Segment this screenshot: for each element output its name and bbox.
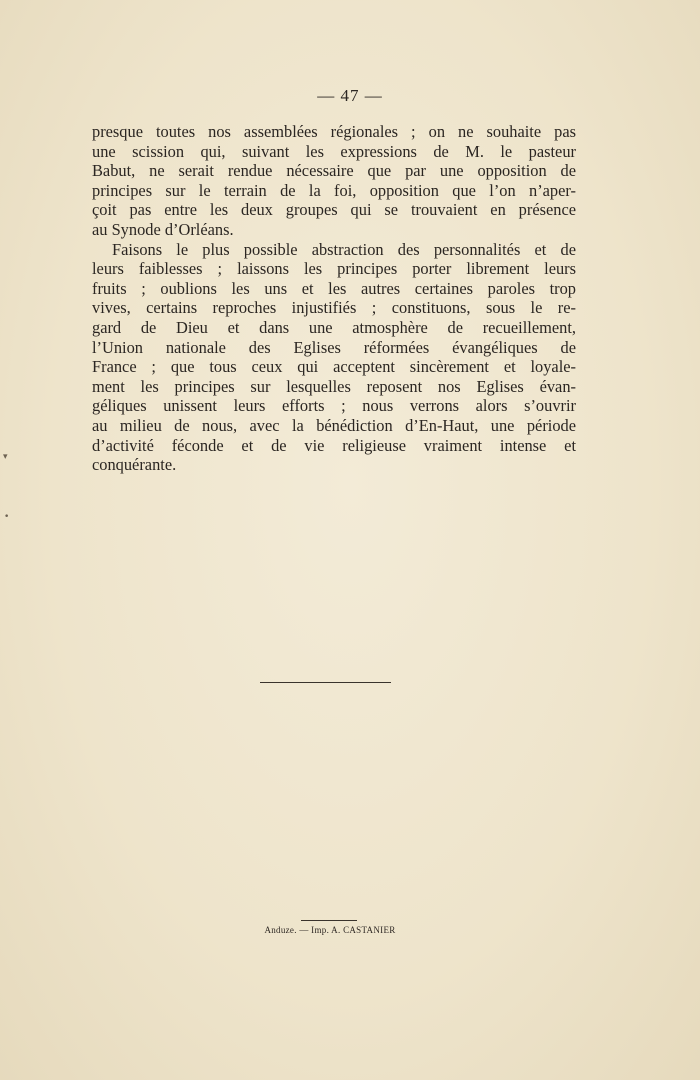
text-line: au milieu de nous, avec la bénédiction d’En-Haut, une période <box>92 415 576 435</box>
body-text <box>92 122 576 475</box>
text-line: fruits ; oublions les uns et les autres certaines paroles trop <box>92 278 576 298</box>
text-line: principes sur le terrain de la foi, opposition que l’on n’aper- <box>92 180 576 200</box>
text-line: une scission qui, suivant les expressions de M. le pasteur <box>92 141 576 161</box>
text-line: géliques unissent leurs efforts ; nous verrons alors s’ouvrir <box>92 396 576 416</box>
text-line: ment les principes sur lesquelles reposent nos Eglises évan- <box>92 376 576 396</box>
text-line: presque toutes nos assemblées régionales ; on ne souhaite pas <box>92 122 576 141</box>
section-divider <box>260 682 391 683</box>
margin-mark: • <box>4 512 10 522</box>
text-line: gard de Dieu et dans une atmosphère de recueillement, <box>92 317 576 337</box>
text-line: Babut, ne serait rendue nécessaire que par une opposition de <box>92 161 576 181</box>
text-line: çoit pas entre les deux groupes qui se trouvaient en présence <box>92 200 576 220</box>
text-line: d’activité féconde et de vie religieuse vraiment intense et <box>92 435 576 455</box>
printer-imprint: Anduze. — Imp. A. CASTANIER <box>264 925 396 935</box>
page-number: — 47 — <box>317 86 383 105</box>
footer-divider <box>301 920 357 921</box>
text-line: l’Union nationale des Eglises réformées évangéliques de <box>92 337 576 357</box>
margin-mark: ▾ <box>3 452 8 462</box>
text-line: au Synode d’Orléans. <box>92 219 234 239</box>
text-line: conquérante. <box>92 455 177 475</box>
text-line: leurs faiblesses ; laissons les principes porter librement leurs <box>92 259 576 279</box>
text-line: France ; que tous ceux qui acceptent sincèrement et loyale- <box>92 357 576 377</box>
text-line: Faisons le plus possible abstraction des personnalités et de <box>112 239 576 259</box>
text-line: vives, certains reproches injustifiés ; constituons, sous le re- <box>92 298 576 318</box>
